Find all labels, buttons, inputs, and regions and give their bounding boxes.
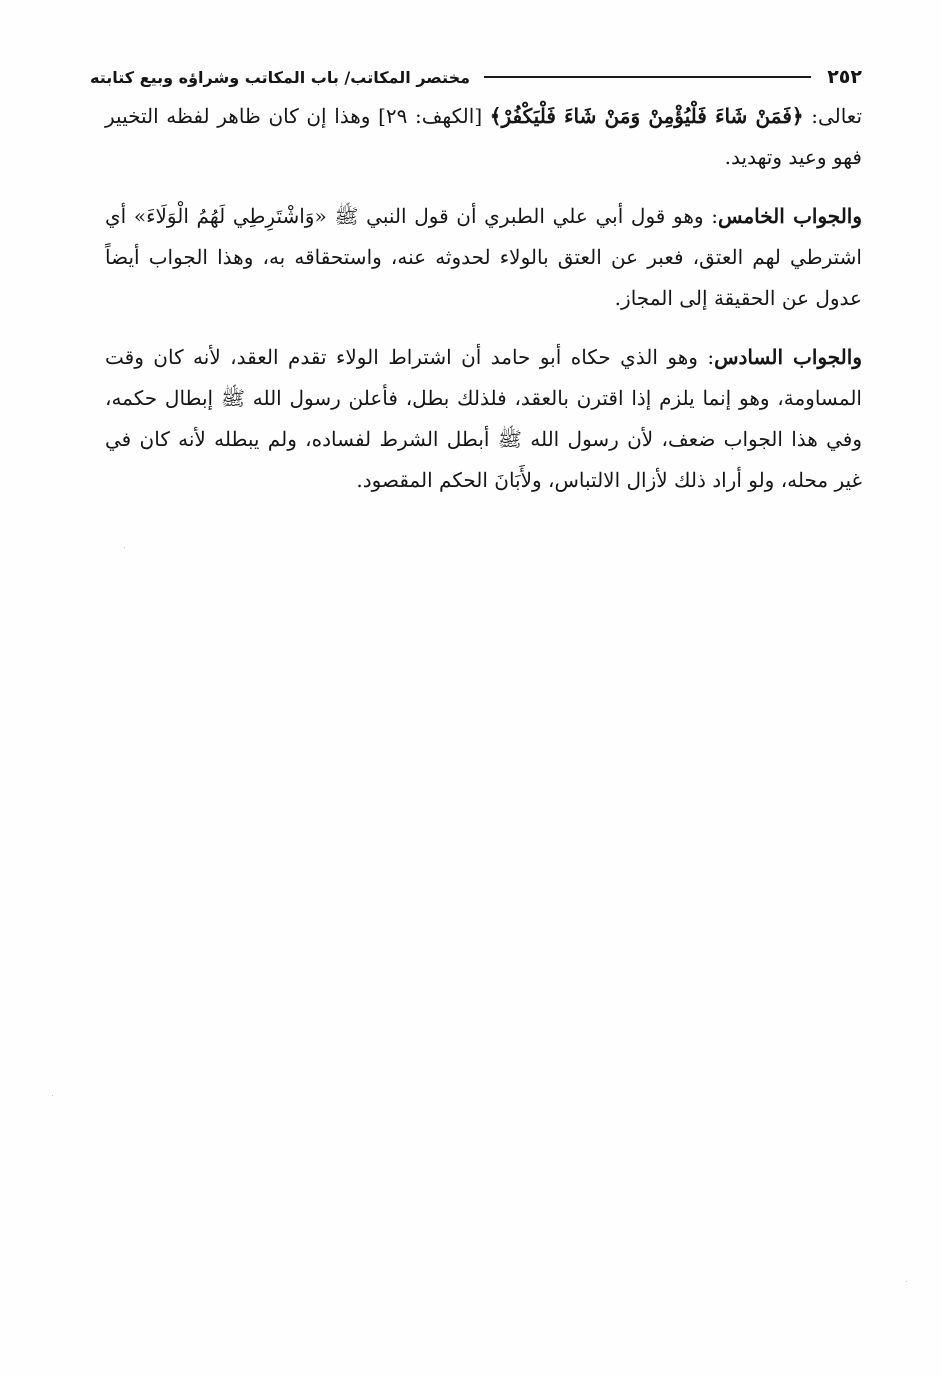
paragraph-2-heading: والجواب الخامس	[717, 204, 863, 228]
paragraph-3	[105, 337, 862, 501]
paragraph-1-text-end: [الكهف: ٢٩] وهذا إن كان ظاهر لفظه التخيير فهو وعيد وتهديد.	[105, 104, 862, 169]
scan-speck	[906, 1281, 907, 1282]
paragraph-2-text: : وهو قول أبي علي الطبري أن قول النبي ﷺ «وَاشْتَرِطِي لَهُمُ الْوَلَاءَ» أي اشترطي لهم العتق، فعبر عن العتق بالولاء لحدوثه عنه، واستحقاقه به، وهذا الجواب أيضاً عدول عن الحقيقة إلى المجاز.	[105, 204, 862, 310]
scan-speck	[124, 547, 125, 548]
scan-speck	[52, 1095, 53, 1096]
paragraph-2	[105, 196, 862, 319]
page-body	[105, 96, 862, 501]
header-rule	[484, 76, 811, 78]
paragraph-3-text: : وهو الذي حكاه أبو حامد أن اشتراط الولاء تقدم العقد، لأنه كان وقت المساومة، وهو إنما يلزم إذا اقترن بالعقد، فلذلك بطل، فأعلن رسول الله ﷺ إبطال حكمه، وفي هذا الجواب ضعف، لأن رسول الله ﷺ أبطل الشرط لفساده، ولم يبطله لأنه كان في غير محله، ولو أراد ذلك لأزال الالتباس، ولأَبَانَ الحكم المقصود.	[105, 345, 862, 492]
page-header	[90, 60, 862, 94]
page-number: ٢٥٢	[827, 66, 862, 88]
paragraph-1	[105, 96, 862, 178]
paragraph-1-text-start: تعالى:	[803, 104, 863, 128]
quran-verse: ﴿فَمَنْ شَاءَ فَلْيُؤْمِنْ وَمَنْ شَاءَ فَلْيَكْفُرْ﴾	[489, 104, 804, 128]
running-title: مختصر المكاتب/ باب المكاتب وشراؤه وبيع كتابته	[90, 67, 471, 87]
paragraph-3-heading: والجواب السادس	[714, 345, 862, 369]
